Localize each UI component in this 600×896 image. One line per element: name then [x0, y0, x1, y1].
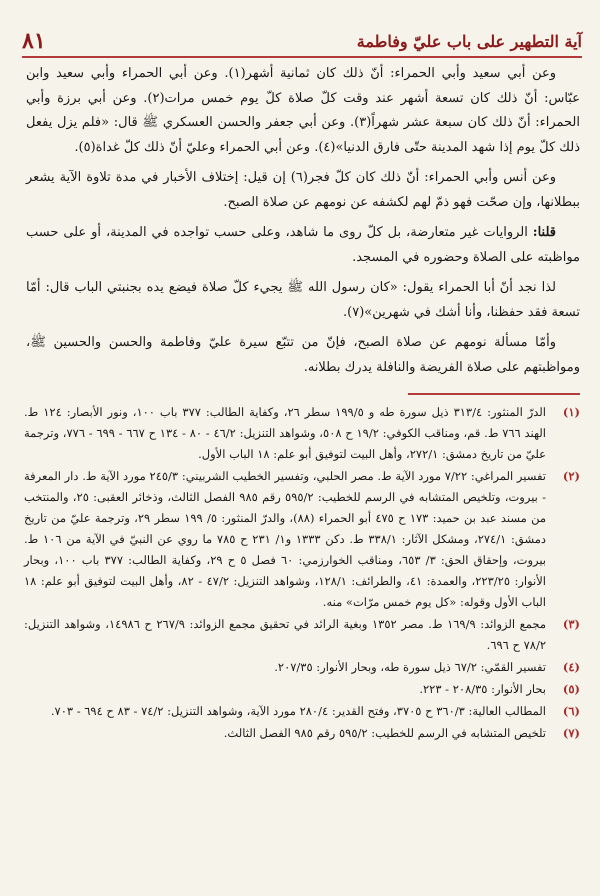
footnote-number: (١)	[562, 405, 580, 419]
header-rule	[22, 56, 582, 58]
footnote-text: تلخيص المتشابه في الرسم للخطيب: ٥٩٥/٢ رقم ٩٨٥ الفصل الثالث.	[223, 726, 546, 740]
main-text	[26, 62, 580, 386]
footnote-text: بحار الأنوار: ٢٠٨/٣٥ - ٢٢٣.	[419, 682, 546, 696]
footnote-number: (٢)	[562, 469, 580, 483]
footnote-text: تفسير المراغي: ٧/٢٢ مورد الآية ط. مصر الحلبي، وتفسير الخطيب الشربيني: ٢٤٥/٣ مورد الآية ط. دار المعرفة - بيروت، وتلخيص المتشابه في الرسم للخطيب: ٥٩٥/٢ رقم ٩٨٥ الفصل الثالث، وذخائر العقبى: ٢٥، والمنتخب من مسند عبد بن حميد: ١٧٣ ح ٤٧٥ أبو الحمراء (٨٨)، والدرّ المنثور: ٥/ ١٩٩ سطر ٢٩، وترجمة عليّ من تاريخ دمشق: ٢٧٤/١، ومشكل الآثار: ٣٣٨/١ ط. دكن ١٣٣٣ و١/ ٢٣١ ح ٧٨٥ ما روي عن النبيّ في الآية من ١٠٦ ط. بيروت، وإحقاق الحق: ٣/ ٦٥٣، ومناقب الخوارزمي: ٦٠ فصل ٥ ح ٢٩، وكفاية الطالب: ٣٧٧ باب ١٠٠، وبحار الأنوار: ٢٢٣/٢٥، والعمدة: ٤١، والطرائف: ١٢٨/١، وشواهد التنزيل: ٤٧/٢ - ٨٢، وأهل البيت لتوفيق أبو علم: ١٨ الباب الأول وقوله: «كل يوم خمس مرّات» منه.	[24, 469, 547, 609]
footnote-number: (٧)	[562, 726, 580, 740]
footnote	[24, 402, 580, 465]
running-title: آية التطهير على باب عليّ وفاطمة	[356, 32, 582, 51]
footnote-number: (٦)	[562, 704, 580, 718]
paragraph-1: وعن أبي سعيد وأبي الحمراء: أنّ ذلك كان ثمانية أشهر(١). وعن أبي الحمراء وأبي سعيد وابن عبّاس: أنّ ذلك كان تسعة أشهر عند وقت كلّ صلاة كلّ يوم خمس مرات(٢). وعن أبي برزة وأبي الحمراء: أنّ ذلك كان سبعة عشر شهراً(٣). وعن أبي جعفر والحسن العسكري ﷺ قال: «فلم يزل يفعل ذلك كلّ يوم إذا شهد المدينة حتّى فارق الدنيا»(٤). وعن أبي الحمراء وعليّ أنّ ذلك كلّ غداة(٥).	[26, 66, 580, 155]
paragraph-5: وأمّا مسألة نومهم عن صلاة الصبح، فإنّ من تتبّع سيرة عليّ وفاطمة والحسن والحسين ﷺ، ومواظبتهم على صلاة الفريضة والنافلة يدرك بطلانه.	[26, 335, 580, 375]
paragraph-4: لذا نجد أنّ أبا الحمراء يقول: «كان رسول الله ﷺ يجيء كلّ صلاة فيضع يده بجنبتي الباب قال: أمّا تسعة فقد حفظنا، وأنا أشك في شهرين»(٧).	[26, 280, 580, 320]
footnote	[24, 614, 580, 656]
keyword-qulna: قلنا:	[532, 225, 556, 240]
paragraph-2: وعن أنس وأبي الحمراء: أنّ ذلك كان كلّ فجر(٦) إن قيل: إختلاف الأخبار في مدة تلاوة الآية يشعر ببطلانها، وإن صحّت فهو ذمّ لهم لكشفه عن نومهم عن صلاة الصبح.	[26, 170, 580, 210]
footnote	[24, 701, 580, 722]
footnote	[24, 466, 580, 613]
running-header	[22, 28, 582, 58]
footnote-text: الدرّ المنثور: ٣١٣/٤ ذيل سورة طه و ١٩٩/٥ سطر ٢٦، وكفاية الطالب: ٣٧٧ باب ١٠٠، ونور الأبصار: ١٢٤ ط. الهند ٧٦٦ ط. قم، ومناقب الكوفي: ١٩/٢ ح ٥٠٨، وشواهد التنزيل: ٤٦/٢ - ٨٠ - ١٣٤ ح ٦٦٧ - ٦٩٩ - ٧٧٦، وترجمة عليّ من تاريخ دمشق: ٢٧٢/١، وأهل البيت لتوفيق أبو علم: ١٨ الباب الأول.	[24, 405, 546, 461]
footnote-number: (٤)	[562, 660, 580, 674]
footnote-rule	[408, 393, 580, 395]
page-number: ٨١	[22, 28, 46, 54]
paragraph-3	[26, 221, 580, 270]
footnote-text: تفسير القمّي: ٦٧/٢ ذيل سورة طه، وبحار الأنوار: ٢٠٧/٣٥.	[274, 660, 546, 674]
paragraph-3-text: الروايات غير متعارضة، بل كلّ روى ما شاهد، وعلى حسب تواجده في المدينة، أو على حسب مواظبته على الصلاة وحضوره في المسجد.	[26, 225, 580, 265]
footnote	[24, 679, 580, 700]
footnote	[24, 723, 580, 744]
footnote-text: مجمع الزوائد: ١٦٩/٩ ط. مصر ١٣٥٢ وبغية الرائد في تحقيق مجمع الزوائد: ٢٦٧/٩ ح ١٤٩٨٦، وشواهد التنزيل: ٧٨/٢ ح ٦٩٦.	[24, 617, 546, 652]
footnote-number: (٥)	[562, 682, 580, 696]
footnote	[24, 657, 580, 678]
footnote-number: (٣)	[562, 617, 580, 631]
footnote-text: المطالب العالية: ٣٦٠/٣ ح ٣٧٠٥، وفتح القدير: ٢٨٠/٤ مورد الآية، وشواهد التنزيل: ٧٤/٢ - ٨٣ ح ٦٩٤ - ٧٠٣.	[50, 704, 546, 718]
footnotes	[24, 402, 580, 745]
